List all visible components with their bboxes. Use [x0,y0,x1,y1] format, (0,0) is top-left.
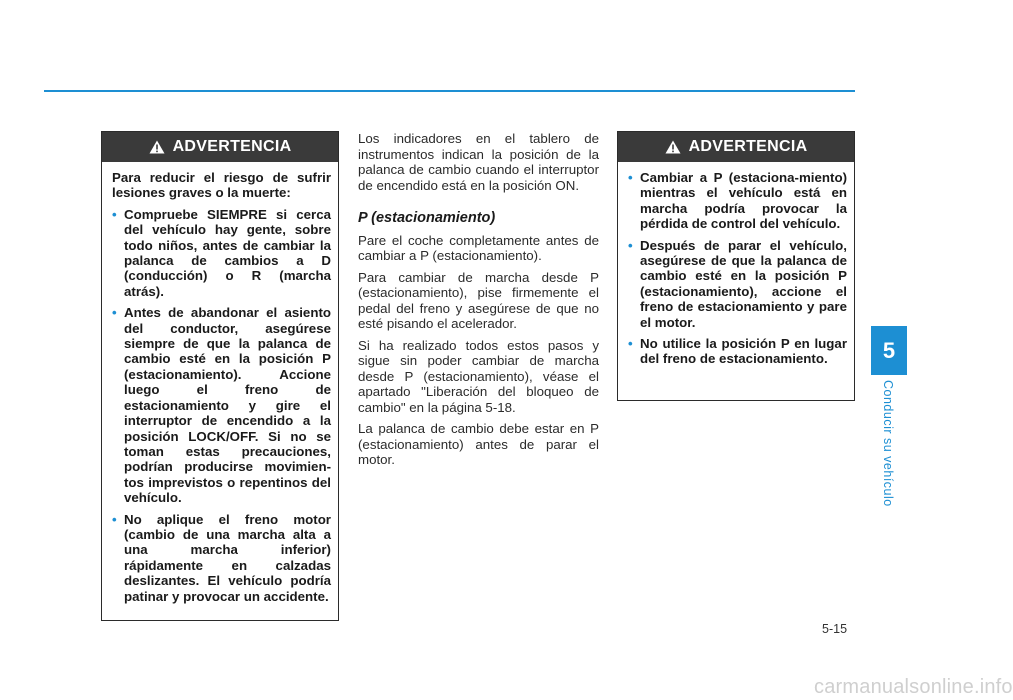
bullet-icon: • [628,336,633,352]
body-paragraph: Para cambiar de marcha desde P (estacionamiento), pise firmemente el pedal del freno y asegúrese de que no esté pisando el acelerador. [358,269,599,331]
warning-list [628,170,847,367]
warning-header [102,132,338,162]
warning-body [102,162,338,618]
body-paragraph: Si ha realizado todos estos pasos y sigue sin poder cambiar de marcha desde P (estacionamiento), véase el apartado "Liberación del bloqueo de cambio" en la página 5-18. [358,337,599,415]
warning-item: • Después de parar el vehículo, asegúrese de que la palanca de cambio esté en la posición P (estacionamiento), accione el freno de estacionamiento y pare el motor. [628,237,847,330]
warning-triangle-icon [149,140,165,154]
top-rule [44,90,855,92]
main-text-column [358,131,599,474]
warning-triangle-icon [665,140,681,154]
body-paragraph: La palanca de cambio debe estar en P (estacionamiento) antes de parar el motor. [358,421,599,467]
chapter-tab: 5 [871,326,907,375]
warning-header [618,132,854,162]
warning-body [618,162,854,381]
warning-item: • Antes de abandonar el asiento del conductor, asegúrese siempre de que la palanca de cambio esté en la posición P (estacionamiento). Accione luego el freno de estacionamiento y gire el interruptor de encendido a la posición LOCK/OFF. Si no se toman estas precauciones, podrían producirse movimien-tos imprevistos o repentinos del vehículo. [112,305,331,506]
chapter-label: Conducir su vehículo [881,380,895,507]
bullet-icon: • [628,237,633,253]
page-number: 5-15 [822,622,848,636]
warning-title: ADVERTENCIA [172,138,292,155]
warning-title: ADVERTENCIA [688,138,808,155]
section-heading: P (estacionamiento) [358,210,496,226]
warning-item: • No utilice la posición P en lugar del freno de estacionamiento. [628,336,847,367]
body-paragraph: Pare el coche completamente antes de cambiar a P (estacionamiento). [358,232,599,263]
watermark: carmanualsonline.info [814,676,1013,698]
warning-item: • Cambiar a P (estaciona-miento) mientras el vehículo está en marcha podría provocar la pérdida de control del vehículo. [628,170,847,232]
warning-item: • Compruebe SIEMPRE si cerca del vehículo hay gente, sobre todo niños, antes de cambiar la palanca de cambios a D (conducción) o R (marcha atrás). [112,206,331,299]
bullet-icon: • [112,206,117,222]
warning-box-right [617,131,855,401]
bullet-icon: • [112,511,117,527]
intro-paragraph: Los indicadores en el tablero de instrumentos indican la posición de la palanca de cambio cuando el interruptor de encendido está en la posición ON. [358,131,599,193]
warning-list [112,207,331,604]
warning-intro: Para reducir el riesgo de sufrir lesiones graves o la muerte: [112,170,331,201]
warning-box-left [101,131,339,621]
bullet-icon: • [628,170,633,185]
bullet-icon: • [112,305,117,321]
warning-item: • No aplique el freno motor (cambio de una marcha alta a una marcha inferior) rápidamente en calzadas deslizantes. El vehículo podría patinar y provocar un accidente. [112,511,331,604]
